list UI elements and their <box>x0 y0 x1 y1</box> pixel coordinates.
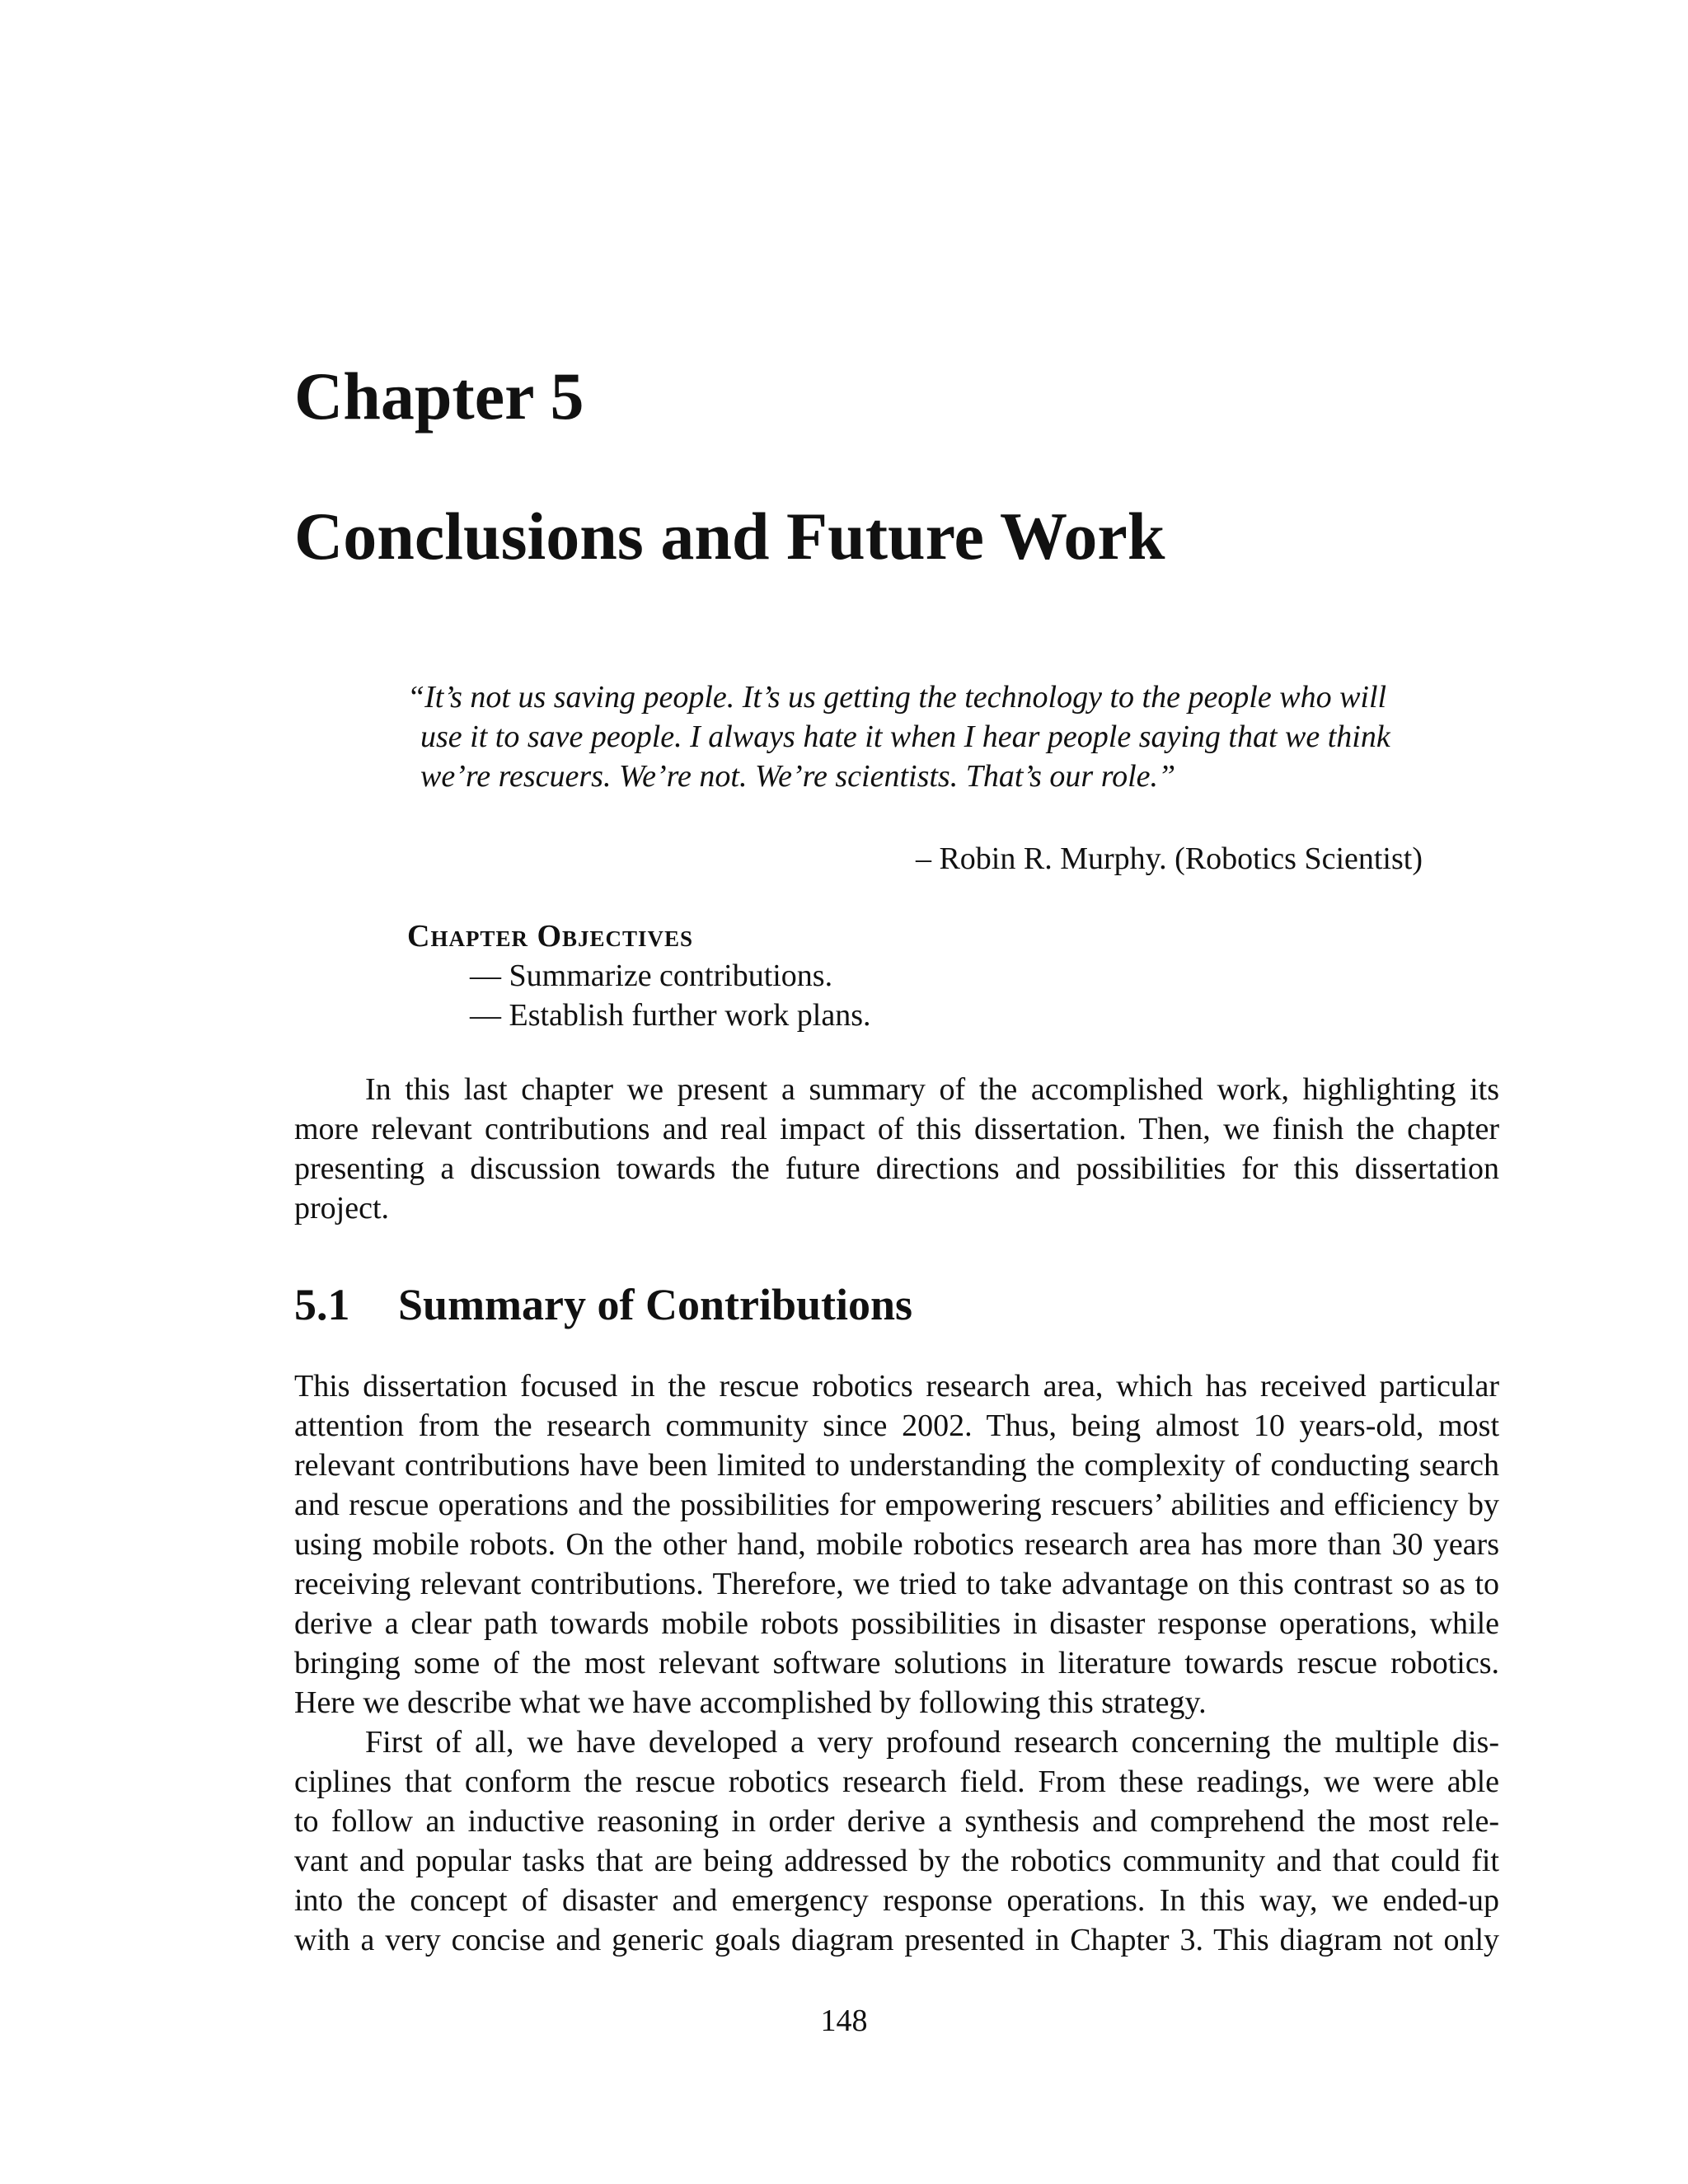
text-line: bringing some of the most relevant software solutions in literature towards rescue robotics. <box>294 1646 1499 1680</box>
text-line: using mobile robots. On the other hand, mobile robotics research area has more than 30 years <box>294 1527 1499 1562</box>
epigraph-line: “It’s not us saving people. It’s us getting the technology to the people who will <box>407 680 1387 715</box>
text-line: relevant contributions have been limited to understanding the complexity of conducting search <box>294 1448 1499 1483</box>
objectives-list <box>407 956 1396 1035</box>
section-title: Summary of Contributions <box>398 1280 913 1329</box>
chapter-objectives <box>407 916 1396 1035</box>
epigraph-line: we’re rescuers. We’re not. We’re scientists. That’s our role.” <box>420 759 1176 794</box>
body-paragraph <box>294 1722 1499 1960</box>
objectives-heading: Chapter Objectives <box>407 919 694 954</box>
text-line: more relevant contributions and real impact of this dissertation. Then, we finish the chapter <box>294 1112 1499 1146</box>
chapter-label: Chapter 5 <box>294 359 584 434</box>
chapter-title: Conclusions and Future Work <box>294 499 1165 574</box>
text-line: into the concept of disaster and emergency response operations. In this way, we ended-up <box>294 1883 1499 1918</box>
text-line: vant and popular tasks that are being addressed by the robotics community and that could fit <box>294 1844 1499 1878</box>
text-line: derive a clear path towards mobile robots possibilities in disaster response operations, while <box>294 1606 1499 1641</box>
text-line: This dissertation focused in the rescue robotics research area, which has received particular <box>294 1369 1499 1404</box>
text-line: Here we describe what we have accomplished by following this strategy. <box>294 1685 1207 1720</box>
text-line: and rescue operations and the possibilities for empowering rescuers’ abilities and efficiency by <box>294 1488 1499 1522</box>
text-line: project. <box>294 1191 390 1226</box>
intro-paragraph <box>294 1070 1499 1228</box>
text-line: In this last chapter we present a summary of the accomplished work, highlighting its <box>365 1072 1499 1107</box>
body-paragraph <box>294 1366 1499 1722</box>
objective-item: — Summarize contributions. <box>470 958 833 993</box>
text-line: to follow an inductive reasoning in order derive a synthesis and comprehend the most rele- <box>294 1804 1499 1839</box>
text-line: with a very concise and generic goals diagram presented in Chapter 3. This diagram not only <box>294 1923 1499 1957</box>
text-line: First of all, we have developed a very profound research concerning the multiple dis- <box>365 1725 1499 1760</box>
text-line: ciplines that conform the rescue robotics research field. From these readings, we were able <box>294 1765 1499 1799</box>
section-number: 5.1 <box>294 1280 350 1329</box>
text-line: presenting a discussion towards the future directions and possibilities for this dissertation <box>294 1151 1499 1186</box>
objective-item: — Establish further work plans. <box>470 998 871 1033</box>
text-line: receiving relevant contributions. Therefore, we tried to take advantage on this contrast so as to <box>294 1567 1499 1601</box>
section-heading <box>294 1282 912 1327</box>
epigraph-attribution: – Robin R. Murphy. (Robotics Scientist) <box>915 841 1423 876</box>
text-line: attention from the research community since 2002. Thus, being almost 10 years-old, most <box>294 1408 1499 1443</box>
page-number: 148 <box>820 2004 868 2038</box>
epigraph-quote <box>407 677 1447 796</box>
epigraph-line: use it to save people. I always hate it when I hear people saying that we think <box>420 719 1390 754</box>
